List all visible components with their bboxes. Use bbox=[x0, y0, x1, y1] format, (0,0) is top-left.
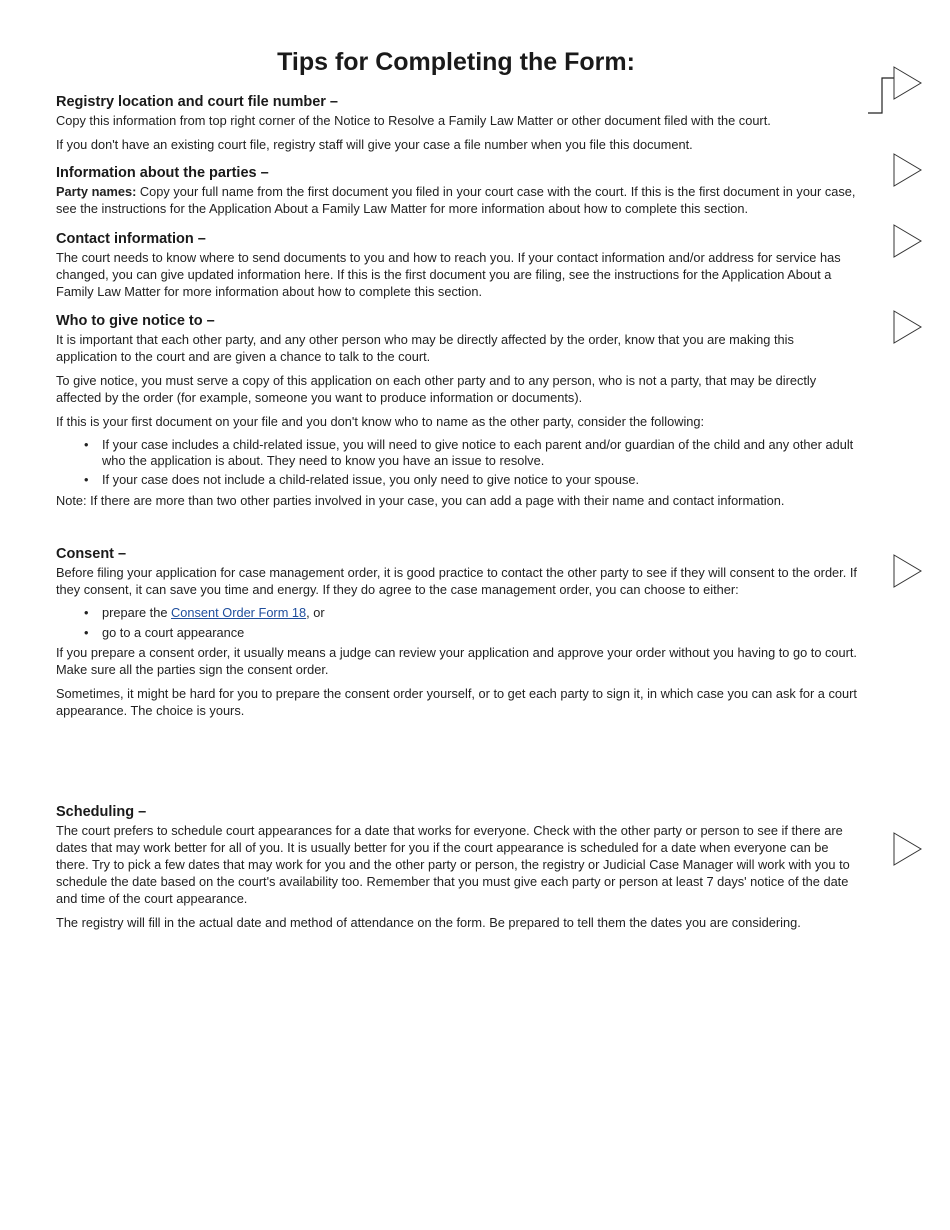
section-heading-parties: Information about the parties – bbox=[56, 165, 269, 181]
party-names-label: Party names: bbox=[56, 184, 137, 199]
arrow-icon bbox=[893, 153, 923, 187]
consent-bullet-list bbox=[56, 605, 858, 640]
section-scheduling bbox=[56, 804, 858, 938]
corner-bracket-icon bbox=[866, 76, 896, 116]
list-item: • If your case includes a child-related issue, you will need to give notice to each parent and/or guardian of the child and any other adult who the application is about. They need to know you have an issue to resolve. bbox=[102, 437, 858, 468]
section-notice bbox=[56, 313, 858, 516]
notice-text-3: If this is your first document on your file and you don't know who to name as the other party, consider the following: bbox=[56, 414, 705, 429]
page-title: Tips for Completing the Form: bbox=[277, 48, 635, 76]
consent-order-form-link[interactable]: Consent Order Form 18 bbox=[171, 605, 307, 620]
registry-text-1: Copy this information from top right corner of the Notice to Resolve a Family Law Matter or other document filed with the court. bbox=[56, 113, 771, 128]
list-item bbox=[102, 605, 858, 621]
consent-bullet-prefix: prepare the bbox=[102, 605, 172, 620]
parties-text bbox=[56, 183, 858, 217]
section-contact bbox=[56, 231, 858, 307]
section-heading-consent: Consent – bbox=[56, 546, 127, 562]
contact-text: The court needs to know where to send documents to you and how to reach you. If your contact information and/or address for service has changed, you can give updated information here. If this is the first document you are filing, see the instructions for the Application About a Family Law Matter for more information about how to complete this section. bbox=[56, 250, 841, 299]
consent-text-3: Sometimes, it might be hard for you to prepare the consent order yourself, or to get each party to sign it, in which case you can ask for a court appearance. The choice is yours. bbox=[56, 686, 857, 718]
notice-note: Note: If there are more than two other parties involved in your case, you can add a page with their name and contact information. bbox=[56, 492, 785, 508]
list-item: • go to a court appearance bbox=[102, 625, 858, 641]
consent-text-1: Before filing your application for case management order, it is good practice to contact the other party to see if they will consent to the order. If they consent, it can save you time and energy. If they do agree to the case management order, you can choose to either: bbox=[56, 565, 857, 597]
notice-text-2: To give notice, you must serve a copy of this application on each other party and to any person, who is not a party, that may be directly affected by the order (for example, someone you want to produce information or documents). bbox=[56, 373, 817, 405]
scheduling-text-1: The court prefers to schedule court appearances for a date that works for everyone. Check with the other party or person to see if there are dates that may work better for all of you. It is usually better for you if the court appearance is scheduled for a date when everyone can be there. Try to pick a few dates that may work for you and the other party or person, the registry or Judicial Case Manager will work with you to schedule the date based on the court's availability too. Remember that you must give each party or person at least 7 days' notice of the date and time of the court appearance. bbox=[56, 823, 850, 906]
section-parties bbox=[56, 165, 858, 224]
section-heading-notice: Who to give notice to – bbox=[56, 313, 215, 329]
section-heading-scheduling: Scheduling – bbox=[56, 804, 147, 820]
consent-text-2: If you prepare a consent order, it usually means a judge can review your application and approve your order without you having to go to court. Make sure all the parties sign the consent order. bbox=[56, 645, 857, 677]
registry-text-2: If you don't have an existing court file, registry staff will give your case a file number when you file this document. bbox=[56, 137, 693, 152]
list-item: • If your case does not include a child-related issue, you only need to give notice to your spouse. bbox=[102, 472, 858, 488]
arrow-icon bbox=[893, 224, 923, 258]
notice-bullet-list bbox=[56, 437, 858, 488]
party-names-text: Copy your full name from the first document you filed in your court case with the court. If this is the first document in your case, see the instructions for the Application About a Family Law Matter for more information about how to complete this section. bbox=[56, 184, 856, 216]
consent-bullet-suffix: , or bbox=[306, 605, 325, 620]
scheduling-text-2: The registry will fill in the actual date and method of attendance on the form. Be prepared to tell them the dates you are considering. bbox=[56, 915, 801, 930]
section-heading-contact: Contact information – bbox=[56, 231, 206, 247]
section-consent bbox=[56, 546, 858, 726]
arrow-icon bbox=[893, 66, 923, 100]
arrow-icon bbox=[893, 832, 923, 866]
section-registry bbox=[56, 94, 858, 160]
section-heading-registry: Registry location and court file number – bbox=[56, 94, 338, 110]
arrow-icon bbox=[893, 310, 923, 344]
arrow-icon bbox=[893, 554, 923, 588]
notice-text-1: It is important that each other party, and any other person who may be directly affected by the order, know that you are making this application to the court and are given a chance to talk to the court. bbox=[56, 332, 794, 364]
